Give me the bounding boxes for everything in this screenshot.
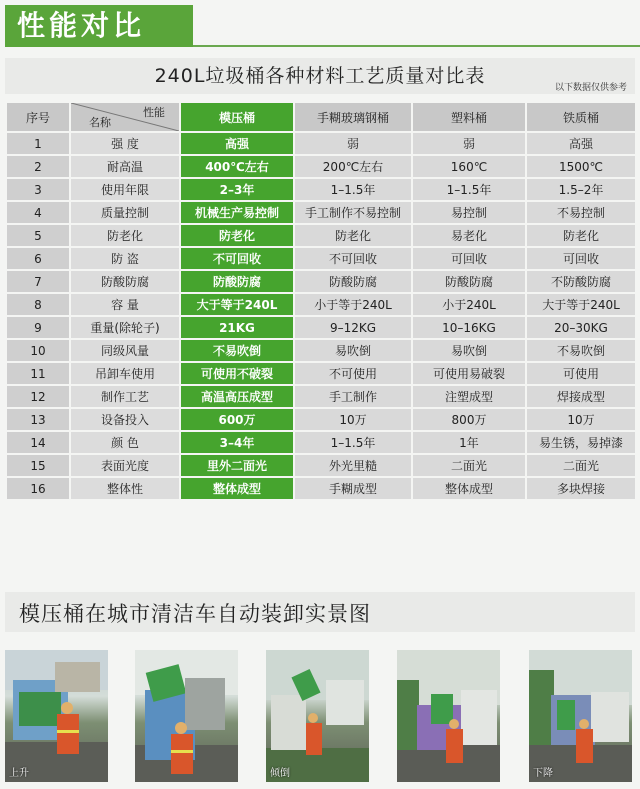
cell-fiberglass: 10万 <box>295 409 411 430</box>
table-row <box>7 478 635 499</box>
header-diagonal-cell <box>71 103 179 131</box>
cell-plastic: 可使用易破裂 <box>413 363 525 384</box>
cell-iron: 焊接成型 <box>527 386 635 407</box>
table-row <box>7 133 635 154</box>
cell-fiberglass: 防酸防腐 <box>295 271 411 292</box>
cell-plastic: 1年 <box>413 432 525 453</box>
row-property: 设备投入 <box>71 409 179 430</box>
row-number: 16 <box>7 478 69 499</box>
table-title-bar <box>5 58 635 94</box>
cell-iron: 10万 <box>527 409 635 430</box>
cell-fiberglass: 手工制作 <box>295 386 411 407</box>
row-property: 重量(除轮子) <box>71 317 179 338</box>
row-property: 防 盗 <box>71 248 179 269</box>
cell-fiberglass: 手工制作不易控制 <box>295 202 411 223</box>
row-number: 8 <box>7 294 69 315</box>
photo-label-tip: 倾倒 <box>270 768 290 779</box>
row-number: 14 <box>7 432 69 453</box>
cell-fiberglass: 弱 <box>295 133 411 154</box>
table-row <box>7 386 635 407</box>
photo-tip-illustration <box>266 650 369 782</box>
cell-iron: 不防酸防腐 <box>527 271 635 292</box>
cell-fiberglass: 小于等于240L <box>295 294 411 315</box>
table-body <box>7 133 635 499</box>
cell-fiberglass: 不可使用 <box>295 363 411 384</box>
cell-iron: 1500℃ <box>527 156 635 177</box>
row-number: 11 <box>7 363 69 384</box>
row-number: 9 <box>7 317 69 338</box>
table-header-row <box>7 103 635 131</box>
cell-plastic: 10–16KG <box>413 317 525 338</box>
photo-return <box>397 650 500 782</box>
header-col-molded: 模压桶 <box>181 103 293 131</box>
table-row <box>7 363 635 384</box>
cell-fiberglass: 200℃左右 <box>295 156 411 177</box>
cell-iron: 多块焊接 <box>527 478 635 499</box>
row-property: 防老化 <box>71 225 179 246</box>
row-number: 12 <box>7 386 69 407</box>
row-property: 同级风量 <box>71 340 179 361</box>
row-number: 6 <box>7 248 69 269</box>
cell-fiberglass: 外光里糙 <box>295 455 411 476</box>
cell-plastic: 800万 <box>413 409 525 430</box>
cell-plastic: 易老化 <box>413 225 525 246</box>
row-number: 4 <box>7 202 69 223</box>
table-row <box>7 225 635 246</box>
cell-iron: 易生锈，易掉漆 <box>527 432 635 453</box>
photo-dump <box>135 650 238 782</box>
cell-plastic: 易吹倒 <box>413 340 525 361</box>
cell-iron: 二面光 <box>527 455 635 476</box>
row-number: 2 <box>7 156 69 177</box>
photo-return-illustration <box>397 650 500 782</box>
header-diag-top: 性能 <box>143 106 165 119</box>
cell-iron: 大于等于240L <box>527 294 635 315</box>
table-row <box>7 248 635 269</box>
row-property: 耐高温 <box>71 156 179 177</box>
cell-plastic: 防酸防腐 <box>413 271 525 292</box>
row-number: 7 <box>7 271 69 292</box>
row-property: 强 度 <box>71 133 179 154</box>
cell-iron: 20–30KG <box>527 317 635 338</box>
row-property: 吊卸车使用 <box>71 363 179 384</box>
table-row <box>7 455 635 476</box>
row-property: 颜 色 <box>71 432 179 453</box>
row-number: 13 <box>7 409 69 430</box>
cell-plastic: 可回收 <box>413 248 525 269</box>
cell-molded: 大于等于240L <box>181 294 293 315</box>
cell-iron: 高强 <box>527 133 635 154</box>
cell-iron: 不易控制 <box>527 202 635 223</box>
photo-dump-illustration <box>135 650 238 782</box>
photo-label-lift: 上升 <box>9 768 29 779</box>
photo-lift-illustration <box>5 650 108 782</box>
cell-fiberglass: 1–1.5年 <box>295 179 411 200</box>
cell-molded: 高强 <box>181 133 293 154</box>
cell-molded: 防酸防腐 <box>181 271 293 292</box>
cell-plastic: 整体成型 <box>413 478 525 499</box>
table-row <box>7 432 635 453</box>
cell-plastic: 160℃ <box>413 156 525 177</box>
cell-fiberglass: 1–1.5年 <box>295 432 411 453</box>
row-property: 制作工艺 <box>71 386 179 407</box>
header-diag-bottom: 名称 <box>89 116 111 129</box>
cell-plastic: 易控制 <box>413 202 525 223</box>
cell-molded: 600万 <box>181 409 293 430</box>
cell-plastic: 弱 <box>413 133 525 154</box>
row-number: 15 <box>7 455 69 476</box>
photo-title-bar <box>5 592 635 632</box>
header-band <box>0 0 640 52</box>
cell-fiberglass: 手糊成型 <box>295 478 411 499</box>
cell-molded: 3–4年 <box>181 432 293 453</box>
table-note: 以下数据仅供参考 <box>554 83 627 93</box>
table-row <box>7 271 635 292</box>
table-row <box>7 202 635 223</box>
photo-tip <box>266 650 369 782</box>
cell-molded: 防老化 <box>181 225 293 246</box>
row-property: 表面光度 <box>71 455 179 476</box>
cell-molded: 里外二面光 <box>181 455 293 476</box>
header-divider <box>193 45 640 47</box>
table-row <box>7 317 635 338</box>
table-row <box>7 179 635 200</box>
cell-iron: 1.5–2年 <box>527 179 635 200</box>
cell-iron: 可使用 <box>527 363 635 384</box>
cell-molded: 高温高压成型 <box>181 386 293 407</box>
table-row <box>7 294 635 315</box>
photo-strip <box>0 650 640 782</box>
row-property: 防酸防腐 <box>71 271 179 292</box>
header-col-plastic: 塑料桶 <box>413 103 525 131</box>
cell-fiberglass: 易吹倒 <box>295 340 411 361</box>
row-property: 质量控制 <box>71 202 179 223</box>
cell-iron: 防老化 <box>527 225 635 246</box>
cell-molded: 机械生产易控制 <box>181 202 293 223</box>
photo-lift <box>5 650 108 782</box>
row-number: 1 <box>7 133 69 154</box>
row-number: 10 <box>7 340 69 361</box>
photo-lower <box>529 650 632 782</box>
cell-molded: 2–3年 <box>181 179 293 200</box>
cell-molded: 整体成型 <box>181 478 293 499</box>
row-number: 3 <box>7 179 69 200</box>
table-title: 240L垃圾桶各种材料工艺质量对比表 <box>154 65 486 87</box>
cell-molded: 不可回收 <box>181 248 293 269</box>
cell-plastic: 1–1.5年 <box>413 179 525 200</box>
cell-molded: 21KG <box>181 317 293 338</box>
cell-iron: 不易吹倒 <box>527 340 635 361</box>
table-row <box>7 156 635 177</box>
table-row <box>7 340 635 361</box>
photo-section-title: 模压桶在城市清洁车自动装卸实景图 <box>19 602 371 626</box>
section-title: 性能对比 <box>5 5 193 47</box>
cell-iron: 可回收 <box>527 248 635 269</box>
cell-molded: 不易吹倒 <box>181 340 293 361</box>
header-col-fiberglass: 手糊玻璃钢桶 <box>295 103 411 131</box>
row-number: 5 <box>7 225 69 246</box>
cell-fiberglass: 9–12KG <box>295 317 411 338</box>
row-property: 整体性 <box>71 478 179 499</box>
photo-lower-illustration <box>529 650 632 782</box>
comparison-table <box>5 101 637 501</box>
cell-plastic: 小于240L <box>413 294 525 315</box>
cell-fiberglass: 防老化 <box>295 225 411 246</box>
row-property: 使用年限 <box>71 179 179 200</box>
header-no: 序号 <box>7 103 69 131</box>
row-property: 容 量 <box>71 294 179 315</box>
photo-label-lower: 下降 <box>533 768 553 779</box>
cell-plastic: 注塑成型 <box>413 386 525 407</box>
header-col-iron: 铁质桶 <box>527 103 635 131</box>
cell-molded: 可使用不破裂 <box>181 363 293 384</box>
table-row <box>7 409 635 430</box>
cell-plastic: 二面光 <box>413 455 525 476</box>
cell-molded: 400℃左右 <box>181 156 293 177</box>
cell-fiberglass: 不可回收 <box>295 248 411 269</box>
